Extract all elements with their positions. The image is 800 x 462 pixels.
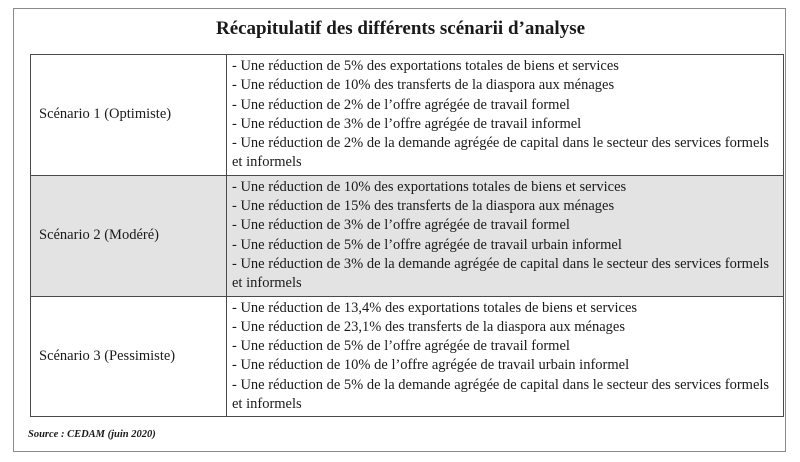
measure-item: - Une réduction de 15% des transferts de la diaspora aux ménages <box>232 198 615 215</box>
scenario-label: Scénario 3 (Pessimiste) <box>31 296 227 417</box>
scenario-description <box>227 175 784 296</box>
measure-item: - Une réduction de 23,1% des transferts de la diaspora aux ménages <box>232 318 625 335</box>
scenario-row-2 <box>31 175 784 296</box>
summary-frame <box>13 8 786 452</box>
measure-item: - Une réduction de 5% des exportations totales de biens et services <box>232 58 619 74</box>
measure-item: - Une réduction de 3% de l’offre agrégée de travail formel <box>232 217 570 234</box>
source-note: Source : CEDAM (juin 2020) <box>28 429 156 440</box>
measure-list <box>232 178 779 294</box>
scenario-row-1 <box>31 55 784 176</box>
measure-list <box>232 57 779 173</box>
measure-item: - Une réduction de 10% des exportations totales de biens et services <box>232 178 627 195</box>
scenario-description <box>227 296 784 417</box>
page-title: Récapitulatif des différents scénarii d’analyse <box>215 18 586 39</box>
measure-item: - Une réduction de 10% des transferts de la diaspora aux ménages <box>232 77 615 94</box>
scenario-description <box>227 55 784 176</box>
measure-item: - Une réduction de 5% de la demande agrégée de capital dans le secteur des services formels et informels <box>232 376 770 413</box>
scenario-label: Scénario 2 (Modéré) <box>31 175 227 296</box>
measure-item: - Une réduction de 3% de la demande agrégée de capital dans le secteur des services formels et informels <box>232 255 770 292</box>
measure-item: - Une réduction de 10% de l’offre agrégée de travail urbain informel <box>232 357 630 374</box>
measure-item: - Une réduction de 2% de la demande agrégée de capital dans le secteur des services formels et informels <box>232 135 770 171</box>
measure-item: - Une réduction de 5% de l’offre agrégée de travail urbain informel <box>232 236 622 253</box>
measure-item: - Une réduction de 2% de l’offre agrégée de travail formel <box>232 96 570 113</box>
measure-list <box>232 299 779 415</box>
measure-item: - Une réduction de 13,4% des exportations totales de biens et services <box>232 299 638 316</box>
measure-item: - Une réduction de 3% de l’offre agrégée de travail informel <box>232 115 582 132</box>
measure-item: - Une réduction de 5% de l’offre agrégée de travail formel <box>232 338 570 355</box>
scenario-label: Scénario 1 (Optimiste) <box>31 55 227 176</box>
scenarios-table <box>30 54 784 417</box>
scenario-row-3 <box>31 296 784 417</box>
